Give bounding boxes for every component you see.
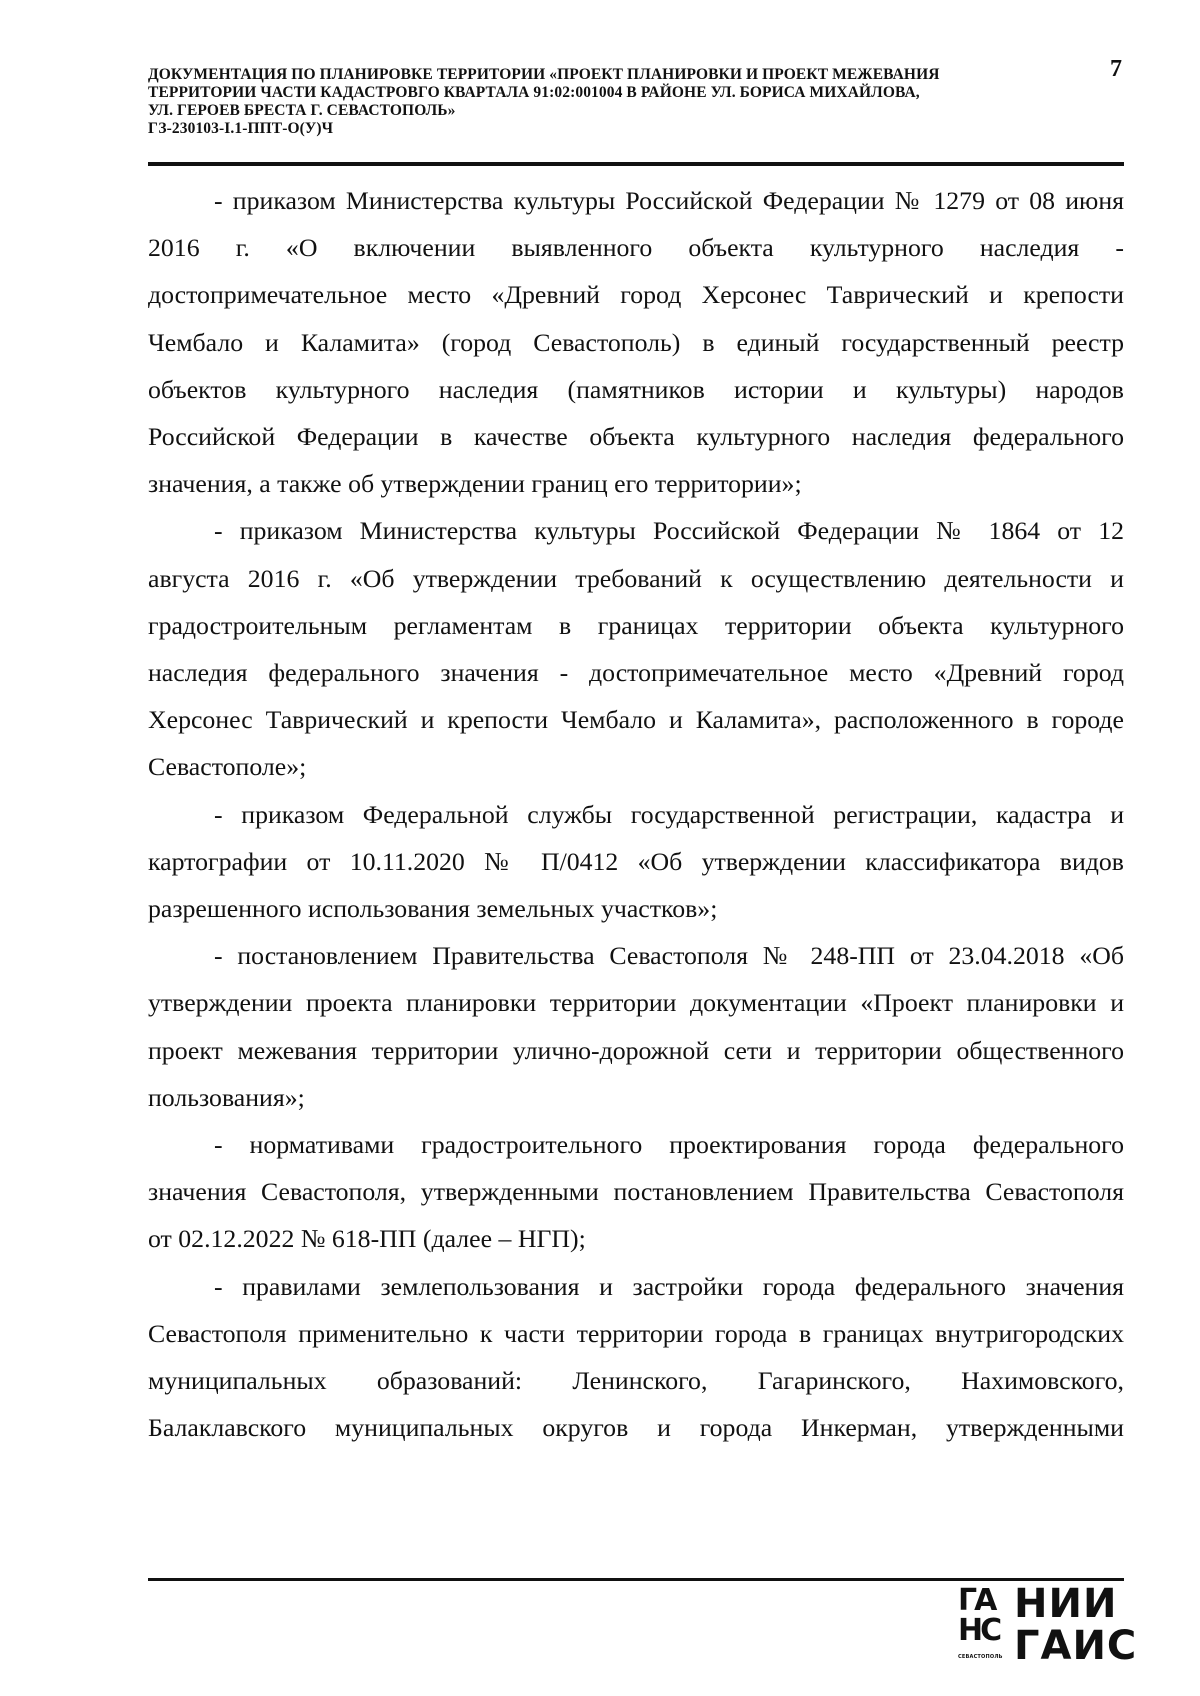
text-line: наследия федерального значения - достопримечательное место «Древний город — [148, 658, 1124, 688]
text-line: - постановлением Правительства Севастополя № 248-ПП от 23.04.2018 «Об — [214, 941, 1124, 971]
document-header — [148, 66, 1048, 138]
text-line: утверждении проекта планировки территории документации «Проект планировки и — [148, 988, 1124, 1018]
text-line: Балаклавского муниципальных округов и города Инкерман, утвержденными — [148, 1413, 1124, 1443]
text-line: достопримечательное место «Древний город Херсонес Таврический и крепости — [148, 280, 1124, 310]
text-line: проект межевания территории улично-дорожной сети и территории общественного — [148, 1035, 1124, 1065]
logo-text-line-1: НИИ — [1014, 1581, 1118, 1627]
text-line: Севастополе»; — [148, 752, 307, 782]
text-line: 2016 г. «О включении выявленного объекта культурного наследия - — [148, 233, 1124, 263]
text-line: градостроительным регламентам в границах территории объекта культурного — [148, 610, 1124, 640]
logo-text — [1014, 1583, 1137, 1667]
logo-mark-caption: СЕВАСТОПОЛЬ — [958, 1654, 1003, 1660]
paragraph-1 — [148, 177, 1124, 507]
text-line: - приказом Министерства культуры Российской Федерации № 1279 от 08 июня — [214, 186, 1124, 215]
logo-mark-line-2: НС — [958, 1613, 1000, 1648]
document-code: ГЗ-230103-I.1-ППТ-О(У)Ч — [148, 120, 334, 137]
text-line: - правилами землепользования и застройки города федерального значения — [214, 1271, 1124, 1301]
text-line: Российской Федерации в качестве объекта культурного наследия федерального — [148, 422, 1124, 452]
text-line: муниципальных образований: Ленинского, Гагаринского, Нахимовского, — [148, 1366, 1124, 1396]
text-line: Херсонес Таврический и крепости Чембало и Каламита», расположенного в городе — [148, 705, 1124, 735]
footer-divider — [148, 1578, 1124, 1581]
text-line: значения Севастополя, утвержденными постановлением Правительства Севастополя — [148, 1177, 1124, 1207]
company-logo — [958, 1581, 1138, 1677]
page-number: 7 — [1110, 56, 1122, 82]
logo-mark — [958, 1585, 1008, 1667]
text-line: значения, а также об утверждении границ его территории»; — [148, 469, 802, 499]
text-line: - приказом Федеральной службы государственной регистрации, кадастра и — [214, 799, 1124, 829]
text-line: от 02.12.2022 № 618-ПП (далее – НГП); — [148, 1224, 586, 1254]
header-line-2: ТЕРРИТОРИИ ЧАСТИ КАДАСТРОВГО КВАРТАЛА 91:02:001004 В РАЙОНЕ УЛ. БОРИСА МИХАЙЛОВА, — [148, 84, 920, 101]
text-line: Чембало и Каламита» (город Севастополь) в единый государственный реестр — [148, 327, 1124, 357]
logo-mark-line-1: ГА — [958, 1583, 995, 1618]
text-line: пользования»; — [148, 1082, 305, 1112]
text-line: - нормативами градостроительного проектирования города федерального — [214, 1130, 1124, 1160]
text-line: картографии от 10.11.2020 № П/0412 «Об утверждении классификатора видов — [148, 846, 1124, 876]
text-line: - приказом Министерства культуры Российской Федерации № 1864 от 12 — [214, 516, 1124, 546]
text-line: Севастополя применительно к части территории города в границах внутригородских — [148, 1318, 1124, 1348]
logo-text-line-2: ГАИС — [1014, 1623, 1138, 1669]
header-line-3: УЛ. ГЕРОЕВ БРЕСТА Г. СЕВАСТОПОЛЬ» — [148, 102, 456, 119]
header-divider — [148, 162, 1124, 166]
header-line-1: ДОКУМЕНТАЦИЯ ПО ПЛАНИРОВКЕ ТЕРРИТОРИИ «ПРОЕКТ ПЛАНИРОВКИ И ПРОЕКТ МЕЖЕВАНИЯ — [148, 66, 940, 83]
document-body — [148, 177, 1124, 1451]
paragraph-2 — [148, 507, 1124, 790]
paragraph-5 — [148, 1121, 1124, 1263]
text-line: объектов культурного наследия (памятников истории и культуры) народов — [148, 374, 1124, 404]
text-line: разрешенного использования земельных участков»; — [148, 894, 718, 924]
paragraph-6 — [148, 1263, 1124, 1452]
text-line: августа 2016 г. «Об утверждении требований к осуществлению деятельности и — [148, 563, 1124, 593]
paragraph-4 — [148, 932, 1124, 1121]
paragraph-3 — [148, 791, 1124, 933]
